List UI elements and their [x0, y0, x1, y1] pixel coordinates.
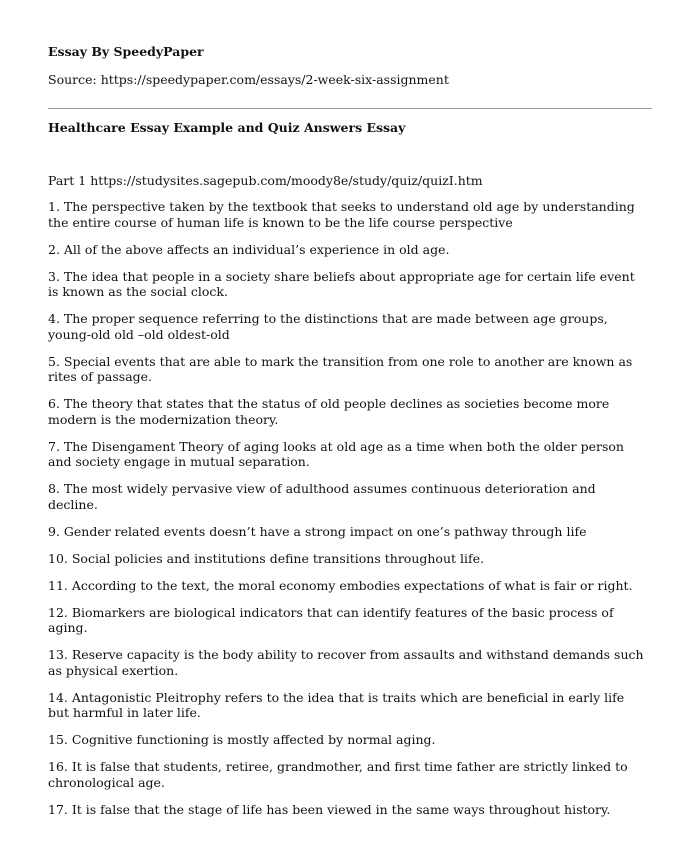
answer-item: 14. Antagonistic Pleitrophy refers to the idea that is traits which are beneficial in early life but harmful in later life. [48, 689, 625, 720]
source-line: Source: https://speedypaper.com/essays/2-week-six-assignment [48, 72, 449, 87]
answer-item: 16. It is false that students, retiree, grandmother, and first time father are strictly linked to chronological age. [48, 759, 628, 790]
answer-item: 5. Special events that are able to mark the transition from one role to another are known as rites of passage. [48, 353, 633, 384]
essay-by-heading: Essay By SpeedyPaper [48, 44, 204, 59]
answer-item: 15. Cognitive functioning is mostly affected by normal aging. [48, 732, 436, 747]
answer-item: 6. The theory that states that the status of old people declines as societies become more modern is the modernization theory. [48, 396, 610, 427]
answer-item: 4. The proper sequence referring to the distinctions that are made between age groups, young-old old –old oldest-old [48, 311, 608, 342]
answer-item: 12. Biomarkers are biological indicators that can identify features of the basic process of aging. [48, 604, 614, 635]
answer-item: 17. It is false that the stage of life has been viewed in the same ways throughout history. [48, 801, 611, 817]
answer-item: 10. Social policies and institutions define transitions throughout life. [48, 550, 484, 566]
answer-item: 9. Gender related events doesn’t have a strong impact on one’s pathway through life [48, 523, 587, 539]
answer-item: 7. The Disengament Theory of aging looks at old age as a time when both the older person and society engage in mutual separation. [48, 438, 624, 469]
answer-item: 13. Reserve capacity is the body ability to recover from assaults and withstand demands such as physical exertion. [48, 647, 644, 678]
answer-item: 11. According to the text, the moral economy embodies expectations of what is fair or right. [48, 577, 633, 593]
answer-item: 1. The perspective taken by the textbook that seeks to understand old age by understanding the entire course of human life is known to be the life course perspective [48, 199, 635, 230]
answer-item: 8. The most widely pervasive view of adulthood assumes continuous deterioration and decline. [48, 481, 596, 512]
answer-list [48, 199, 644, 829]
answer-item: 2. All of the above affects an individual’s experience in old age. [48, 241, 450, 257]
answer-item: 3. The idea that people in a society share beliefs about appropriate age for certain life event is known as the social clock. [48, 268, 635, 299]
document-title: Healthcare Essay Example and Quiz Answers Essay [48, 120, 406, 135]
header-divider [48, 108, 652, 109]
part-heading: Part 1 https://studysites.sagepub.com/moody8e/study/quiz/quizI.htm [48, 173, 483, 188]
